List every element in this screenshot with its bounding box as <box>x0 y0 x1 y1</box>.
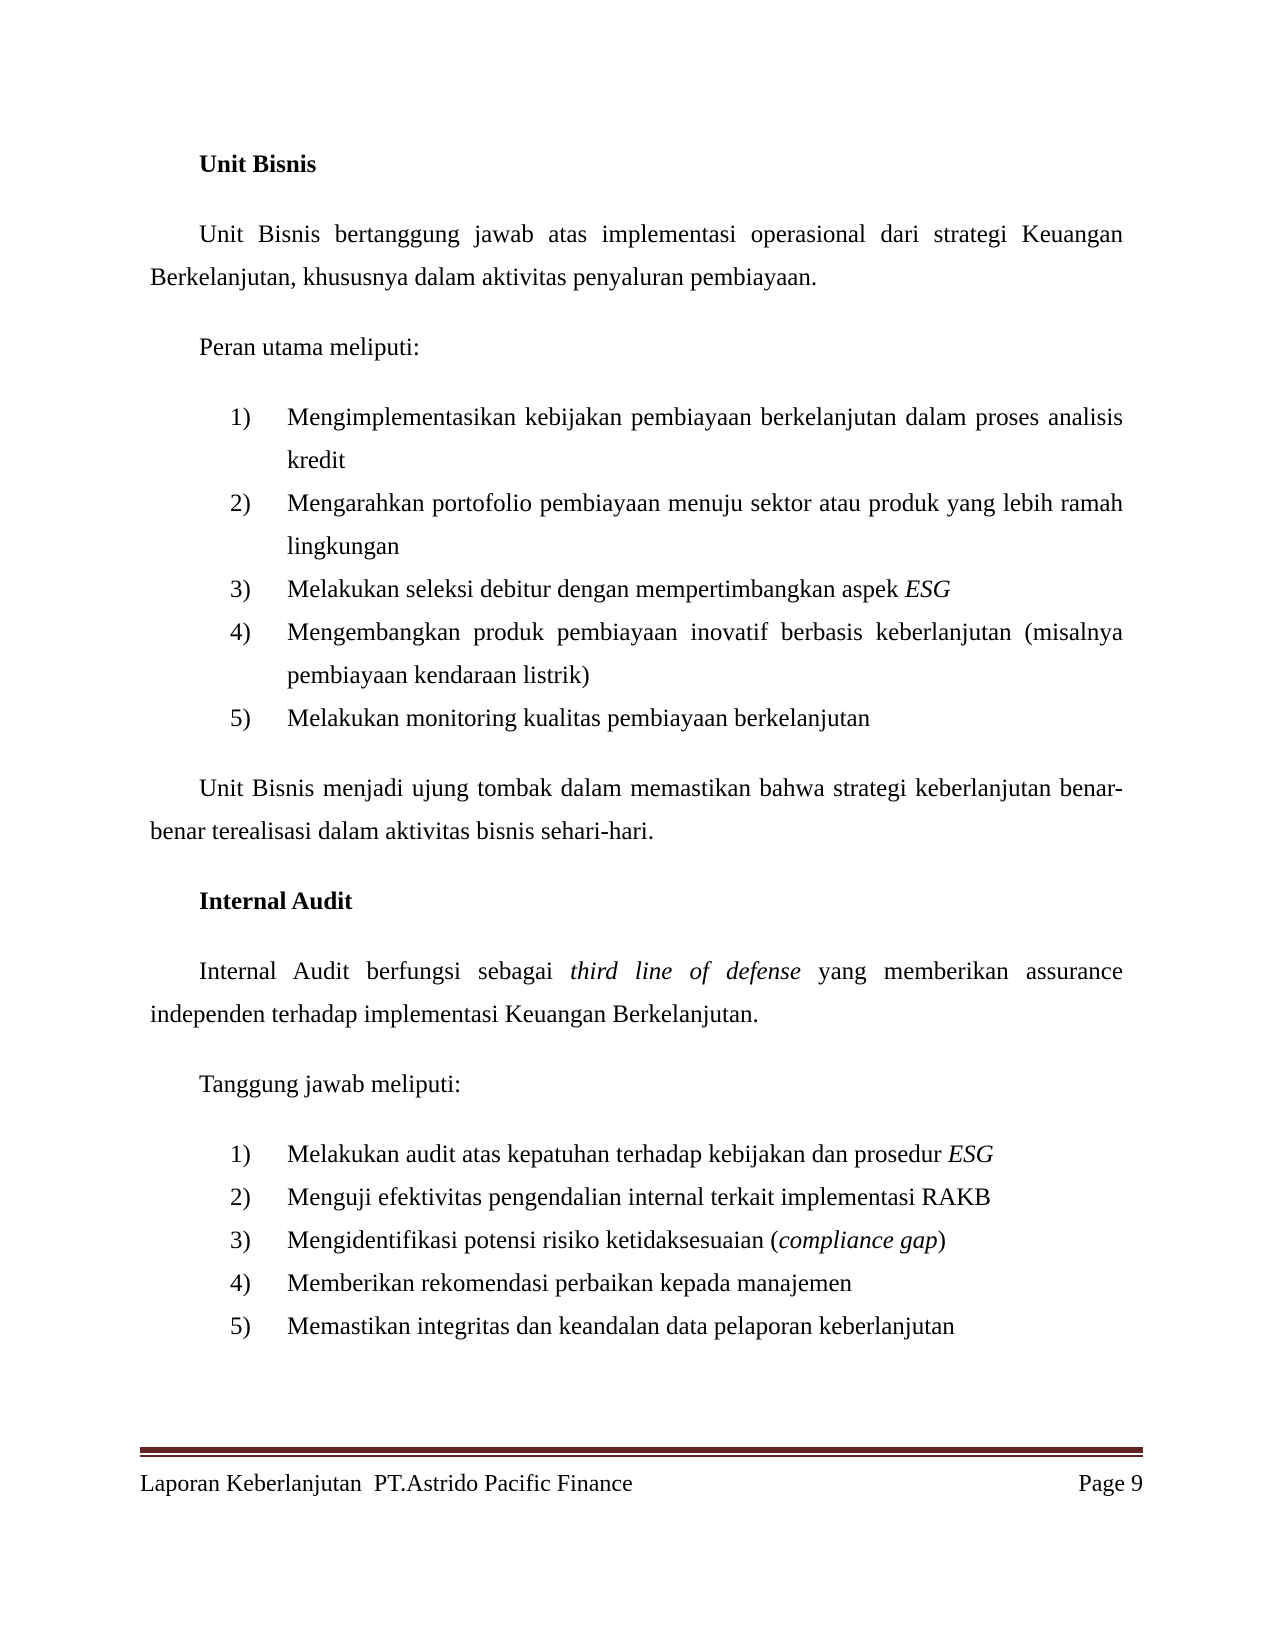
list-item-number: 3) <box>230 576 251 603</box>
paragraph: Internal Audit berfungsi sebagai third line of defense yang memberikan assurance independen terhadap implementasi Keuangan Berkelanjutan. <box>150 958 1123 1028</box>
list-item-number: 2) <box>230 1184 251 1211</box>
footer-rule-thin <box>140 1455 1143 1457</box>
page-number: Page 9 <box>1078 1471 1143 1497</box>
list-item <box>150 482 1123 568</box>
list-label: Peran utama meliputi: <box>199 334 420 361</box>
list-item-number: 5) <box>230 705 251 732</box>
footer-text-row <box>140 1468 1143 1500</box>
list-item-text: Menguji efektivitas pengendalian internal terkait implementasi RAKB <box>287 1184 991 1211</box>
list-item <box>150 1262 1123 1305</box>
list-item-text: Mengimplementasikan kebijakan pembiayaan berkelanjutan dalam proses analisis kredit <box>287 404 1123 474</box>
numbered-list <box>150 396 1123 740</box>
list-item-number: 1) <box>230 1141 251 1168</box>
list-item-text: Mengembangkan produk pembiayaan inovatif berbasis keberlanjutan (misalnya pembiayaan kendaraan listrik) <box>287 619 1123 689</box>
list-item-number: 1) <box>230 404 251 431</box>
list-item <box>150 568 1123 611</box>
section-heading: Internal Audit <box>199 888 353 915</box>
list-item-number: 2) <box>230 490 251 517</box>
list-item-text: Mengidentifikasi potensi risiko ketidaksesuaian (compliance gap) <box>287 1227 946 1254</box>
list-item <box>150 1219 1123 1262</box>
section-heading: Unit Bisnis <box>199 151 317 178</box>
footer-rule <box>140 1447 1143 1457</box>
list-item <box>150 1176 1123 1219</box>
paragraph: Unit Bisnis menjadi ujung tombak dalam memastikan bahwa strategi keberlanjutan benar-benar terealisasi dalam aktivitas bisnis sehari-hari. <box>150 775 1123 845</box>
list-item <box>150 611 1123 697</box>
list-item-text: Melakukan seleksi debitur dengan mempertimbangkan aspek ESG <box>287 576 951 603</box>
list-item <box>150 1305 1123 1348</box>
list-item-text: Memastikan integritas dan keandalan data pelaporan keberlanjutan <box>287 1313 955 1340</box>
list-item-number: 5) <box>230 1313 251 1340</box>
list-item-text: Mengarahkan portofolio pembiayaan menuju sektor atau produk yang lebih ramah lingkungan <box>287 490 1123 560</box>
list-label: Tanggung jawab meliputi: <box>199 1071 462 1098</box>
footer-title: Laporan Keberlanjutan PT.Astrido Pacific Finance <box>140 1471 633 1497</box>
paragraph: Unit Bisnis bertanggung jawab atas implementasi operasional dari strategi Keuangan Berkelanjutan, khususnya dalam aktivitas penyaluran pembiayaan. <box>150 221 1123 291</box>
page-footer <box>140 1447 1143 1500</box>
list-item-number: 4) <box>230 1270 251 1297</box>
list-item-number: 3) <box>230 1227 251 1254</box>
list-item-number: 4) <box>230 619 251 646</box>
list-item-text: Melakukan monitoring kualitas pembiayaan berkelanjutan <box>287 705 871 732</box>
list-item-text: Memberikan rekomendasi perbaikan kepada manajemen <box>287 1270 853 1297</box>
numbered-list <box>150 1133 1123 1348</box>
document-content <box>150 143 1123 1375</box>
footer-rule-thick <box>140 1447 1143 1453</box>
list-item <box>150 697 1123 740</box>
list-item <box>150 396 1123 482</box>
list-item <box>150 1133 1123 1176</box>
list-item-text: Melakukan audit atas kepatuhan terhadap kebijakan dan prosedur ESG <box>287 1141 994 1168</box>
